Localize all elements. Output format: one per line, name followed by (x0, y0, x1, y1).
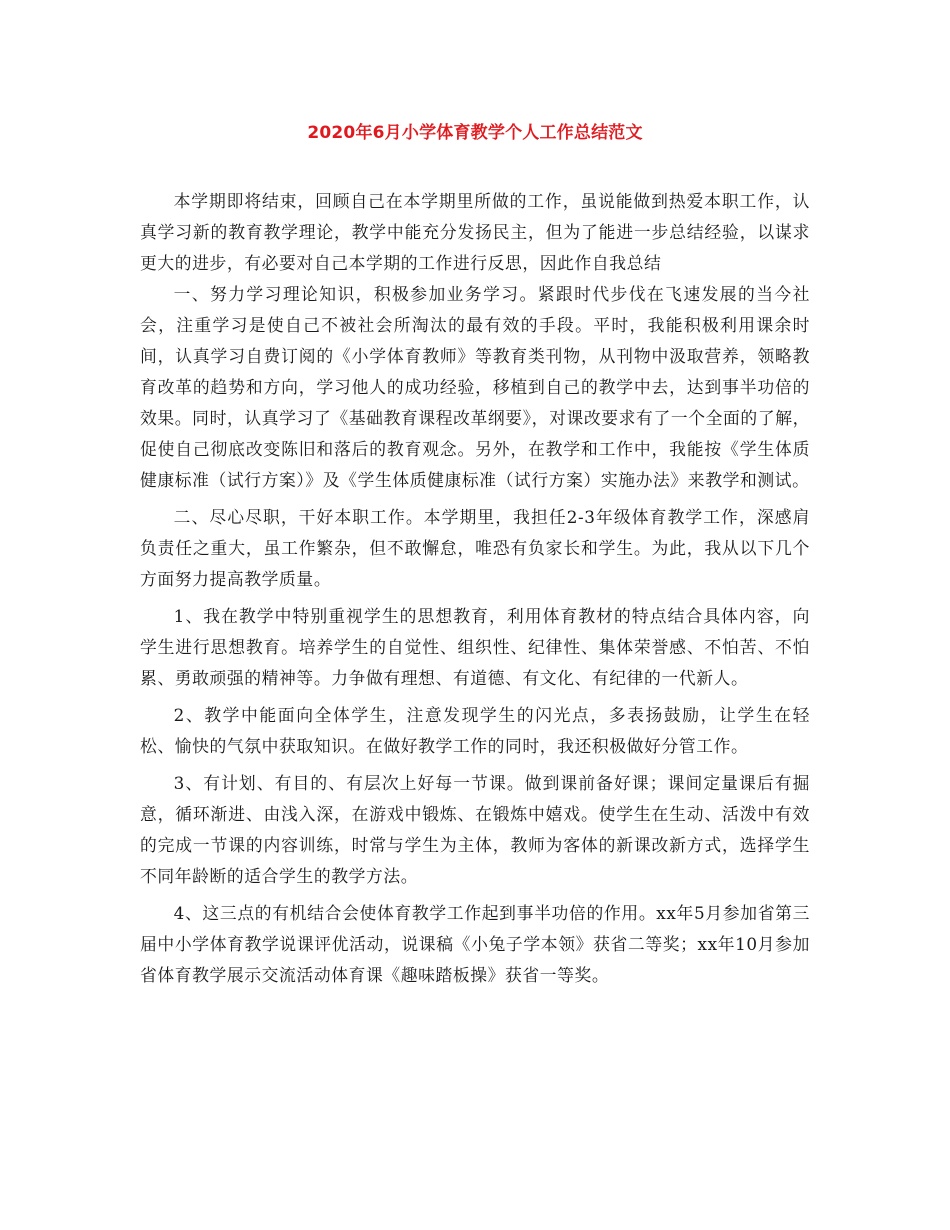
document-body (140, 186, 810, 991)
paragraph-item-1: 1、我在教学中特别重视学生的思想教育，利用体育教材的特点结合具体内容，向学生进行思想教育。培养学生的自觉性、组织性、纪律性、集体荣誉感、不怕苦、不怕累、勇敢顽强的精神等。力争做有理想、有道德、有文化、有纪律的一代新人。 (140, 606, 810, 688)
paragraph-section-2: 二、尽心尽职，干好本职工作。本学期里，我担任2-3年级体育教学工作，深感肩负责任之重大，虽工作繁杂，但不敢懈怠，唯恐有负家长和学生。为此，我从以下几个方面努力提高教学质量。 (140, 507, 810, 589)
paragraph-section-1: 一、努力学习理论知识，积极参加业务学习。紧跟时代步伐在飞速发展的当今社会，注重学习是使自己不被社会所淘汰的最有效的手段。平时，我能积极利用课余时间，认真学习自费订阅的《小学体育教师》等教育类刊物，从刊物中汲取营养，领略教育改革的趋势和方向，学习他人的成功经验，移植到自己的教学中去，达到事半功倍的效果。同时，认真学习了《基础教育课程改革纲要》，对课改要求有了一个全面的了解，促使自己彻底改变陈旧和落后的教育观念。另外，在教学和工作中，我能按《学生体质健康标准（试行方案）》及《学生体质健康标准（试行方案）实施办法》来教学和测试。 (140, 284, 810, 490)
paragraph-intro: 本学期即将结束，回顾自己在本学期里所做的工作，虽说能做到热爱本职工作，认真学习新的教育教学理论，教学中能充分发扬民主，但为了能进一步总结经验，以谋求更大的进步，有必要对自己本学期的工作进行反思，因此作自我总结 (140, 191, 810, 273)
paragraph-item-4: 4、这三点的有机结合会使体育教学工作起到事半功倍的作用。xx年5月参加省第三届中小学体育教学说课评优活动，说课稿《小兔子学本领》获省二等奖；xx年10月参加省体育教学展示交流活动体育课《趣味踏板操》获省一等奖。 (140, 903, 810, 985)
paragraph-item-3: 3、有计划、有目的、有层次上好每一节课。做到课前备好课；课间定量课后有掘意，循环渐进、由浅入深，在游戏中锻炼、在锻炼中嬉戏。使学生在生动、活泼中有效的完成一节课的内容训练，时常与学生为主体，教师为客体的新课改新方式，选择学生不同年龄断的适合学生的教学方法。 (140, 773, 810, 886)
document-title: 2020年6月小学体育教学个人工作总结范文 (307, 123, 643, 143)
paragraph-item-2: 2、教学中能面向全体学生，注意发现学生的闪光点，多表扬鼓励，让学生在轻松、愉快的气氛中获取知识。在做好教学工作的同时，我还积极做好分管工作。 (140, 705, 810, 756)
